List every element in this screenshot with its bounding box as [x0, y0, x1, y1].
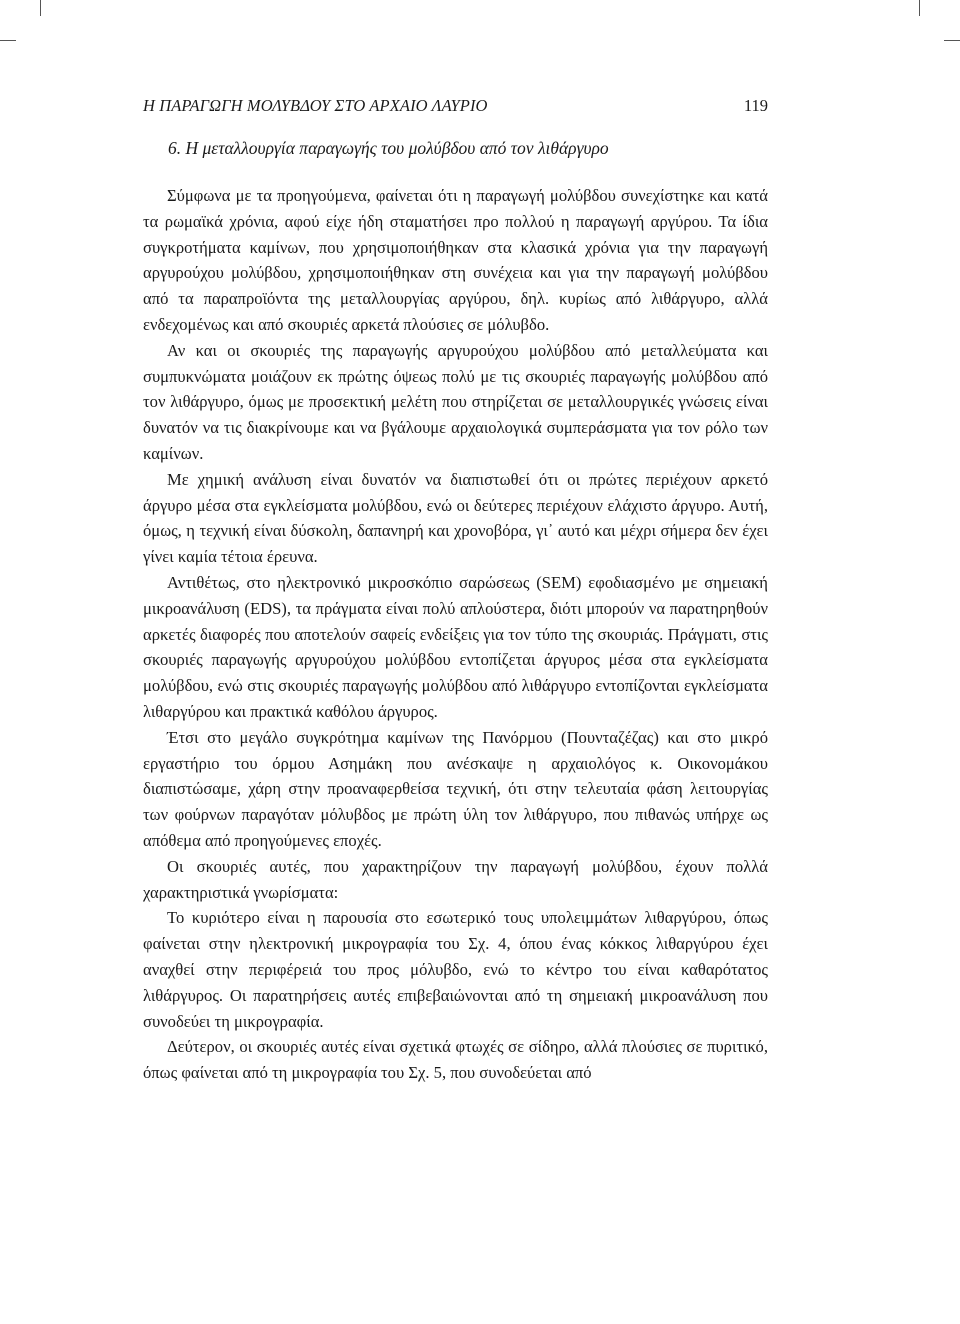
paragraph: Το κυριότερο είναι η παρουσία στο εσωτερικό τους υπολειμμάτων λιθαργύρου, όπως φαίνεται στην ηλεκτρονική μικρογραφία του Σχ. 4, όπου ένας κόκκος λιθαργύρου έχει αναχθεί στην περιφέρειά του προς μόλυβδο, ενώ το κέντρο του είναι καθαρότατος λιθάργυρος. Οι παρατηρήσεις αυτές επιβεβαιώνονται από τη σημειακή μικροανάλυση που συνοδεύει τη μικρογραφία. — [143, 908, 768, 1031]
paragraph: Αντιθέτως, στο ηλεκτρονικό μικροσκόπιο σαρώσεως (SEM) εφοδιασμένο με σημειακή μικροανάλυση (EDS), τα πράγματα είναι πολύ απλούστερα, διότι μπορούν να παρατηρηθούν αρκετές διαφορές που αποτελούν σαφείς ενδείξεις για τον τύπο της σκουριάς. Πράγματι, στις σκουριές παραγωγής αργυρούχου μολύβδου εντοπίζεται άργυρος μέσα στα εγκλείσματα μολύβδου, ενώ στις σκουριές παραγωγής μολύβδου από λιθάργυρο εντοπίζονται εγκλείσματα λιθαργύρου και πρακτικά καθόλου άργυρος. — [143, 572, 768, 721]
crop-mark-top-left-vertical — [40, 0, 41, 16]
crop-mark-top-left-horizontal — [0, 40, 16, 41]
paragraph: Έτσι στο μεγάλο συγκρότημα καμίνων της Πανόρμου (Πουνταζέζας) και στο μικρό εργαστήριο του όρμου Ασημάκη που ανέσκαψε η αρχαιολόγος κ. Οικονομάκου διαπιστώσαμε, χάρη στην προαναφερθείσα τεχνική, ότι στην τελευταία φάση λειτουργίας των φούρνων παραγόταν μόλυβδος με πρώτη ύλη τον λιθάργυρο, που πιθανώς υπήρχε ως απόθεμα από προηγούμενες εποχές. — [143, 727, 768, 850]
page-number: 119 — [743, 96, 768, 115]
paragraph: Δεύτερον, οι σκουριές αυτές είναι σχετικά φτωχές σε σίδηρο, αλλά πλούσιες σε πυριτικό, όπως φαίνεται από τη μικρογραφία του Σχ. 5, που συνοδεύεται από — [143, 1037, 768, 1083]
paragraph: Αν και οι σκουριές της παραγωγής αργυρούχου μολύβδου από μεταλλεύματα και συμπυκνώματα μοιάζουν εκ πρώτης όψεως πολύ με τις σκουριές παραγωγής μολύβδου από τον λιθάργυρο, όμως με προσεκτική μελέτη που στηρίζεται σε μεταλλουργικές γνώσεις είναι δυνατόν να τις διακρίνουμε και να βγάλουμε αρχαιολογικά συμπεράσματα για τον ρόλο των καμίνων. — [143, 340, 768, 463]
crop-mark-top-right-vertical — [919, 0, 920, 16]
paragraph: Σύμφωνα με τα προηγούμενα, φαίνεται ότι η παραγωγή μολύβδου συνεχίστηκε και κατά τα ρωμαϊκά χρόνια, αφού είχε ήδη σταματήσει προ πολλού η παραγωγή αργύρου. Τα ίδια συγκροτήματα καμίνων, που χρησιμοποιήθηκαν στα κλασικά χρόνια για την παραγωγή αργυρούχου μολύβδου, χρησιμοποιήθηκαν στη συνέχεια και για την παραγωγή μολύβδου από τα παραπροϊόντα της μεταλλουργίας αργύρου, δηλ. κυρίως από λιθάργυρο, αλλά ενδεχομένως και από σκουριές αρκετά πλούσιες σε μόλυβδο. — [143, 186, 768, 334]
running-head — [143, 96, 768, 120]
running-title: Η ΠΑΡΑΓΩΓΗ ΜΟΛΥΒΔΟΥ ΣΤΟ ΑΡΧΑΙΟ ΛΑΥΡΙΟ — [143, 96, 488, 115]
paragraph: Οι σκουριές αυτές, που χαρακτηρίζουν την παραγωγή μολύβδου, έχουν πολλά χαρακτηριστικά γνωρίσματα: — [143, 856, 768, 902]
paragraph: Με χημική ανάλυση είναι δυνατόν να διαπιστωθεί ότι οι πρώτες περιέχουν αρκετό άργυρο μέσα στα εγκλείσματα μολύβδου, ενώ οι δεύτερες περιέχουν ελάχιστο άργυρο. Αυτή, όμως, η τεχνική είναι δύσκολη, δαπανηρή και χρονοβόρα, γι᾽ αυτό και μέχρι σήμερα δεν έχει γίνει καμία τέτοια έρευνα. — [143, 469, 768, 567]
section-title: 6. Η μεταλλουργία παραγωγής του μολύβδου από τον λιθάργυρο — [168, 138, 609, 158]
body-text — [143, 183, 768, 1086]
crop-mark-top-right-horizontal — [944, 40, 960, 41]
